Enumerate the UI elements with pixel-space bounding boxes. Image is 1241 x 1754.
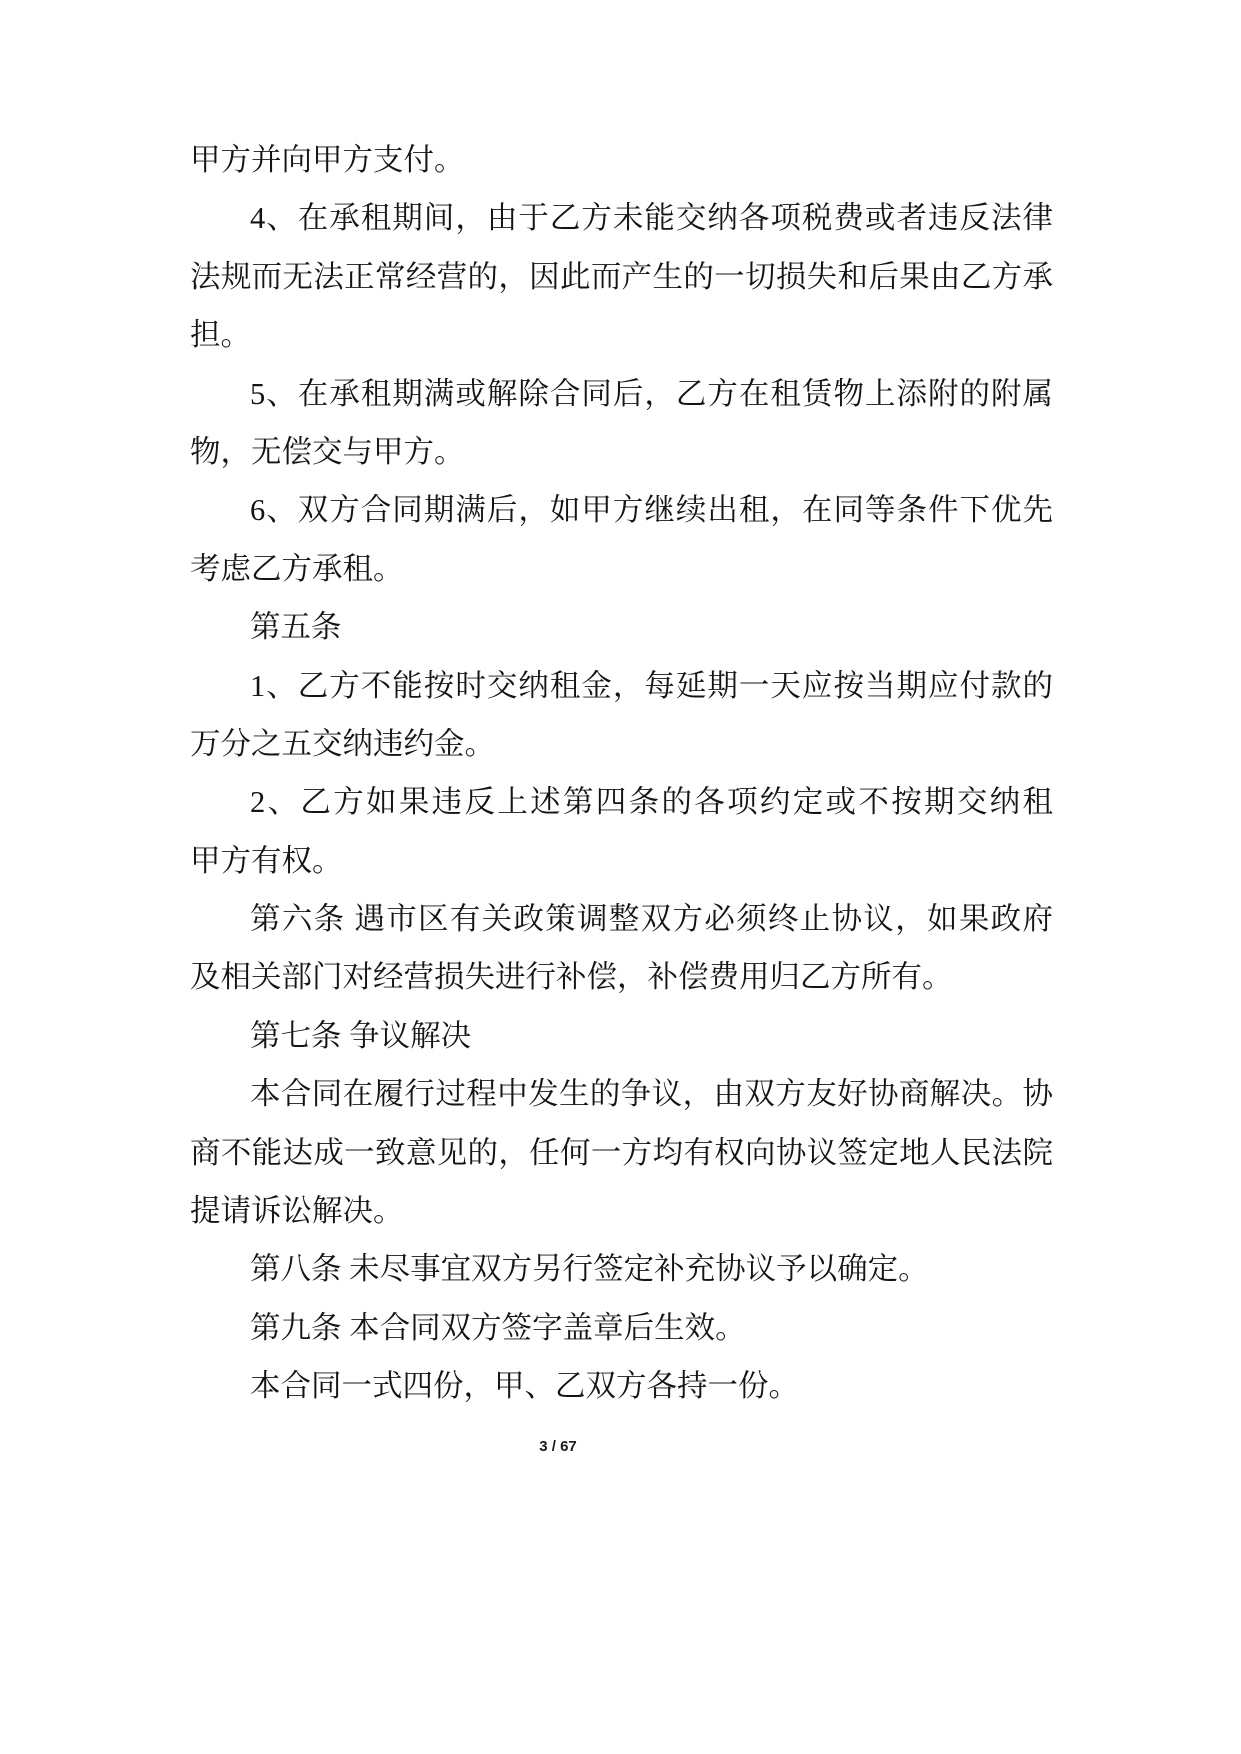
item-4-paragraph: [190, 189, 1053, 364]
item-6-paragraph: [190, 481, 1053, 598]
text-line: 物，无偿交与甲方。: [190, 434, 465, 469]
text-line: 第九条 本合同双方签字盖章后生效。: [250, 1310, 746, 1345]
page-number: 3 / 67: [539, 1438, 577, 1455]
article-7-paragraph: [190, 1065, 1053, 1240]
item-5-paragraph: [190, 365, 1053, 482]
text-line: 4、在承租期间，由于乙方未能交纳各项税费或者违反法律: [250, 201, 1053, 236]
text-line: 及相关部门对经营损失进行补偿，补偿费用归乙方所有。: [190, 960, 953, 995]
article-5-item-2-paragraph: [190, 773, 1053, 890]
text-line: 万分之五交纳违约金。: [190, 726, 495, 761]
document-body: [190, 131, 1053, 1416]
text-line: 商不能达成一致意见的，任何一方均有权向协议签定地人民法院: [190, 1135, 1053, 1170]
article-7-heading: [190, 1007, 1053, 1065]
text-line: 第五条: [250, 610, 342, 645]
text-line: 甲方有权。: [190, 843, 343, 878]
text-line: 甲方并向甲方支付。: [190, 143, 465, 177]
text-line: 5、在承租期满或解除合同后，乙方在租赁物上添附的附属: [250, 376, 1053, 411]
text-line: 担。: [190, 318, 251, 353]
text-line: 考虑乙方承租。: [190, 551, 404, 586]
text-line: 本合同在履行过程中发生的争议，由双方友好协商解决。协: [250, 1077, 1053, 1112]
text-line: 2、乙方如果违反上述第四条的各项约定或不按期交纳租: [250, 785, 1053, 820]
text-line: 第六条 遇市区有关政策调整双方必须终止协议，如果政府: [250, 902, 1053, 937]
text-line: 第七条 争议解决: [250, 1018, 472, 1053]
text-line: 1、乙方不能按时交纳租金，每延期一天应按当期应付款的: [250, 668, 1053, 703]
continued-text-paragraph: [190, 131, 1053, 189]
article-8-paragraph: [190, 1240, 1053, 1298]
article-9-paragraph: [190, 1299, 1053, 1357]
copies-paragraph: [190, 1357, 1053, 1415]
text-line: 提请诉讼解决。: [190, 1194, 404, 1229]
text-line: 法规而无法正常经营的，因此而产生的一切损失和后果由乙方承: [190, 259, 1053, 294]
article-6-paragraph: [190, 890, 1053, 1007]
article-5-heading: [190, 598, 1053, 656]
article-5-item-1-paragraph: [190, 657, 1053, 774]
text-line: 6、双方合同期满后，如甲方继续出租，在同等条件下优先: [250, 493, 1053, 528]
text-line: 本合同一式四份，甲、乙双方各持一份。: [250, 1369, 799, 1404]
text-line: 第八条 未尽事宜双方另行签定补充协议予以确定。: [250, 1252, 929, 1287]
